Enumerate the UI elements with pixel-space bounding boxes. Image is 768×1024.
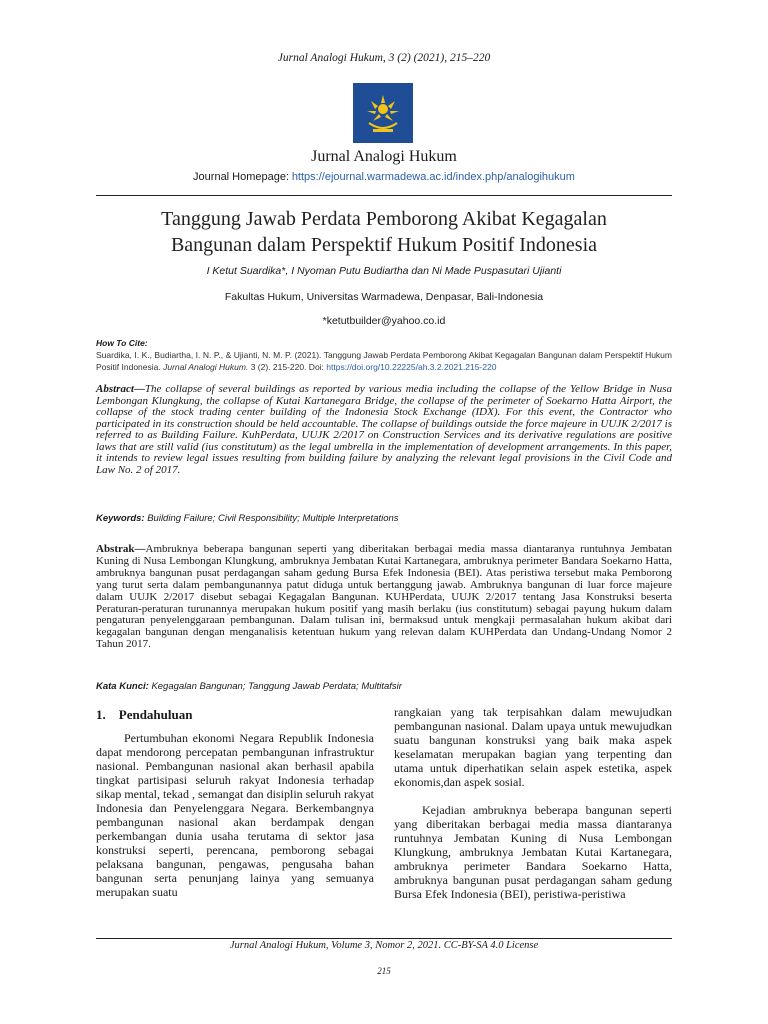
affiliation: Fakultas Hukum, Universitas Warmadewa, Denpasar, Bali-Indonesia xyxy=(224,291,544,303)
journal-homepage xyxy=(0,171,768,183)
keywords xyxy=(96,513,399,524)
page-number: 215 xyxy=(377,966,391,976)
keywords-label: Keywords: xyxy=(96,513,145,524)
running-header: Jurnal Analogi Hukum, 3 (2) (2021), 215–220 xyxy=(277,52,491,64)
citation xyxy=(96,350,672,373)
kata-kunci-label: Kata Kunci: xyxy=(96,681,149,692)
authors: I Ketut Suardika*, I Nyoman Putu Budiartha dan Ni Made Puspasutari Ujianti xyxy=(206,265,562,277)
citation-journal: Jurnal Analogi Hukum. xyxy=(163,361,249,372)
abstract-text: The collapse of several buildings as reported by various media including the collapse of the Yellow Bridge in Nusa Lembongan Klungkung, the collapse of Kutai Kartanegara Bridge, the collapse of the perimeter of Soekarno Hatta Airport, the collapse of the stock trading center building of the Indonesia Stock Exchange (IDX). For this event, the Contractor who participated in its construction should be held accountable. The collapse of buildings outside the force majeure in UUJK 2/2017 is referred to as Building Failure. KuhPerdata, UUJK 2/2017 on Construction Services and its derivative regulations are positive laws that are still valid (ius constitutum) as the legal umbrella in the implementation of development arrangements. In this paper, it intends to review legal issues resulting from building failure by analyzing the relevant legal provisions in the Civil Code and Law No. 2 of 2017. xyxy=(96,383,672,476)
abstract-english xyxy=(96,384,672,476)
footer-license: Jurnal Analogi Hukum, Volume 3, Nomor 2, 2021. CC-BY-SA 4.0 License xyxy=(229,940,539,951)
journal-name: Jurnal Analogi Hukum xyxy=(311,148,457,165)
body-left-column xyxy=(96,731,374,899)
title-line-2: Bangunan dalam Perspektif Hukum Positif Indonesia xyxy=(170,234,598,256)
paragraph-continued: rangkaian yang tak terpisahkan dalam mewujudkan pembangunan nasional. Dalam upaya untuk mewujudkan suatu bangunan konstruksi yang baik maka aspek keselamatan merupakan bagian yang terpenting dan utama untuk diperhatikan selain aspek estetika, aspek ekonomis,dan aspek sosial. xyxy=(394,705,672,789)
abstract-label: Abstract— xyxy=(96,383,145,395)
journal-logo xyxy=(353,83,413,143)
footer-divider xyxy=(96,938,672,939)
title-line-1: Tanggung Jawab Perdata Pemborong Akibat Kegagalan xyxy=(161,208,607,230)
emblem-icon xyxy=(353,83,413,143)
article-title xyxy=(0,206,768,258)
paragraph: Kejadian ambruknya beberapa bangunan seperti yang diberitakan berbagai media massa diantaranya runtuhnya Jembatan Kuning di Nusa Lembongan Klungkung, ambruknya Jembatan Kutai Kartanegara, ambruknya perimeter Bandara Soekarno Hatta, ambruknya bangunan pusat perdagangan saham gedung Bursa Efek Indonesia (BEI), peristiwa-peristiwa xyxy=(394,803,672,901)
abstract-indonesian xyxy=(96,544,672,651)
kata-kunci xyxy=(96,681,402,692)
top-divider xyxy=(96,195,672,196)
abstrak-text: Ambruknya beberapa bangunan seperti yang diberitakan berbagai media massa diantaranya runtuhnya Jembatan Kuning di Nusa Lembongan Klungkung, ambruknya Jembatan Kutai Kartanegara, ambruknya perimeter Bandara Soekarno Hatta, ambruknya bangunan pusat perdagangan saham gedung Bursa Efek Indonesia (BEI). Atas peristiwa tersebut maka Pemborong yang turut serta dalam pembangunannya patut diduga untuk bertanggung jawab. Ambruknya bangunan di luar force majeure dalam UUJK 2/2017 disebut sebagai Kegagalan Bangunan. KUHPerdata, UUJK 2/2017 tentang Jasa Konstruksi beserta Peraturan-peraturan turunannya merupakan hukum positif yang masih berlaku (ius constitutum) sebagai payung hukum dalam pengaturan penyelenggaraan pembangunan. Dalam tulisan ini, bermaksud untuk mengkaji permasalahan hukum akibat dari kegagalan bangunan dengan menganalisis ketentuan hukum yang relevan dalam KUHPerdata dan Undang-Undang Nomor 2 Tahun 2017. xyxy=(96,543,672,651)
homepage-link[interactable]: https://ejournal.warmadewa.ac.id/index.php/analogihukum xyxy=(291,171,575,183)
body-right-column xyxy=(394,705,672,901)
how-to-cite-label: How To Cite: xyxy=(96,338,148,348)
doi-link[interactable]: https://doi.org/10.22225/ah.3.2.2021.215-220 xyxy=(326,361,497,372)
corresponding-email[interactable]: *ketutbuilder@yahoo.co.id xyxy=(322,315,446,327)
citation-text: Suardika, I. K., Budiartha, I. N. P., & Ujianti, N. M. P. (2021). Tanggung Jawab Perdata Pemborong Akibat Kegagalan Bangunan dalam Perspektif Hukum Positif Indonesia. xyxy=(96,350,672,372)
abstrak-label: Abstrak— xyxy=(96,543,146,555)
citation-pages: 3 (2). 215-220. Doi: xyxy=(250,361,324,372)
paragraph: Pertumbuhan ekonomi Negara Republik Indonesia dapat mendorong percepatan pembangunan infrastruktur nasional. Pembangunan nasional akan berhasil apabila tingkat partisipasi seluruh rakyat Indonesia terhadap sikap mental, tekad , semangat dan disiplin seluruh rakyat Indonesia dan Penyelenggara Negara. Berkembangnya pembangunan nasional akan berdampak dengan perkembangan dunia usaha terutama di sektor jasa konstruksi seperti, perencana, pemborong sebagai pelaksana bangunan, pengawas, pengusaha bahan bangunan serta penunjang lainya yang semuanya merupakan suatu xyxy=(96,731,374,899)
keywords-text: Building Failure; Civil Responsibility; Multiple Interpretations xyxy=(147,513,399,524)
section-heading: 1. Pendahuluan xyxy=(96,707,193,722)
homepage-label: Journal Homepage: xyxy=(193,171,290,183)
kata-kunci-text: Kegagalan Bangunan; Tanggung Jawab Perdata; Multitafsir xyxy=(151,681,402,692)
